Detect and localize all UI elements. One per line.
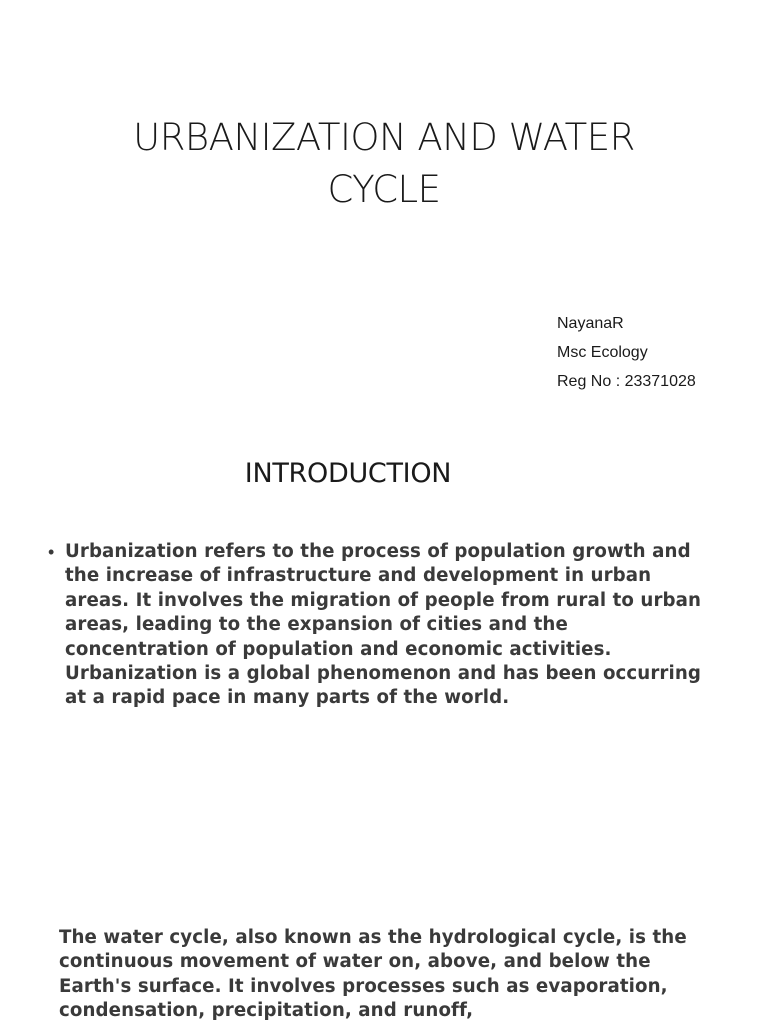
water-cycle-paragraph: The water cycle, also known as the hydrological cycle, is the continuous movement of water on, above, and below the Earth's surface. It involves processes such as evaporation, condensation, precipitation, and runoff,	[59, 927, 687, 1022]
author-course: Msc Ecology	[557, 344, 648, 361]
title-slide	[0, 0, 768, 430]
author-info	[557, 309, 696, 396]
presentation-title: URBANIZATION AND WATER CYCLE	[133, 116, 635, 211]
introduction-slide	[0, 430, 768, 910]
author-reg-no: Reg No : 23371028	[557, 373, 696, 390]
introduction-heading: INTRODUCTION	[244, 458, 452, 489]
author-name: NayanaR	[557, 315, 624, 332]
bullet-text: Urbanization refers to the process of population growth and the increase of infrastructure and development in urban areas. It involves the migration of people from rural to urban areas, leading to the expansion of cities and the concentration of population and economic activities. Urbanization is a global phenomenon and has been occurring at a rapid pace in many parts of the world.	[65, 541, 702, 709]
bullet-marker: •	[48, 542, 55, 562]
water-cycle-slide	[0, 910, 768, 1024]
